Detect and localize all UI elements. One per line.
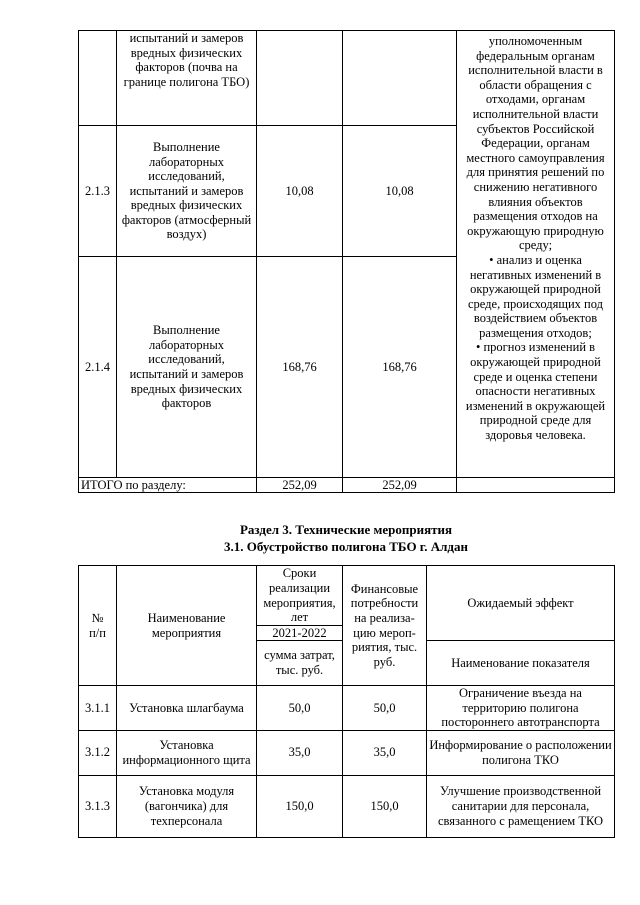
total-effect xyxy=(457,478,615,493)
effect-cell: Улучшение производственной санитарии для персонала, связанного с рамещением ТКО xyxy=(427,775,615,837)
row-number: 2.1.4 xyxy=(79,257,117,478)
header-years: 2021-2022 xyxy=(257,626,343,641)
row-number: 3.1.1 xyxy=(79,686,117,731)
need-cell: 150,0 xyxy=(343,775,427,837)
activity-name: Установка информационного щита xyxy=(117,730,257,775)
row-number: 3.1.2 xyxy=(79,730,117,775)
total-row xyxy=(79,478,615,493)
header-indicator: Наименование показателя xyxy=(427,641,615,686)
header-row xyxy=(79,566,615,626)
header-name: Наименование мероприятия xyxy=(117,566,257,686)
activity-name: Установка модуля (вагончика) для техперсонала xyxy=(117,775,257,837)
row-number xyxy=(79,31,117,126)
need-cell: 168,76 xyxy=(343,257,457,478)
row-number: 2.1.3 xyxy=(79,126,117,257)
effect-cell: Ограничение въезда на территорию полигона постороннего автотранспорта xyxy=(427,686,615,731)
table-row xyxy=(79,31,615,126)
activity-name: Установка шлагбаума xyxy=(117,686,257,731)
header-effect: Ожидаемый эффект xyxy=(427,566,615,641)
expected-effect: уполномоченным федеральным органам исполнительной власти в области обращения с отходами, органам исполнительной власти субъектов Российской Федерации, органам местного самоуправления для принятия решений по снижению негативного влияния объектов размещения отходов на окружающую природную среду; • анализ и оценка негативных изменений в окружающей природной среде, происходящих под воздействием объектов размещения отходов; • прогноз изменений в окружающей природной среде и оценка степени опасности негативных изменений в окружающей природной среде для здоровья человека. xyxy=(457,31,615,478)
cost-cell: 168,76 xyxy=(257,257,343,478)
need-cell: 50,0 xyxy=(343,686,427,731)
section3-table xyxy=(78,565,615,838)
total-label: ИТОГО по разделу: xyxy=(79,478,257,493)
activity-name: Выполнение лабораторных исследований, испытаний и замеров вредных физических факторов (атмосферный воздух) xyxy=(117,126,257,257)
activity-name: Выполнение лабораторных исследований, испытаний и замеров вредных физических факторов xyxy=(117,257,257,478)
row-number: 3.1.3 xyxy=(79,775,117,837)
header-number: № п/п xyxy=(79,566,117,686)
cost-cell xyxy=(257,31,343,126)
table-row xyxy=(79,730,615,775)
table-row xyxy=(79,686,615,731)
header-terms: Сроки реализации мероприятия, лет xyxy=(257,566,343,626)
total-need: 252,09 xyxy=(343,478,457,493)
cost-cell: 150,0 xyxy=(257,775,343,837)
section2-table xyxy=(78,30,615,493)
section-title: Раздел 3. Технические мероприятия xyxy=(239,522,453,537)
cost-cell: 35,0 xyxy=(257,730,343,775)
table-row xyxy=(79,775,615,837)
cost-cell: 50,0 xyxy=(257,686,343,731)
need-cell xyxy=(343,31,457,126)
effect-cell: Информирование о расположении полигона ТКО xyxy=(427,730,615,775)
total-cost: 252,09 xyxy=(257,478,343,493)
need-cell: 10,08 xyxy=(343,126,457,257)
header-sum: сумма затрат, тыс. руб. xyxy=(257,641,343,686)
activity-name: испытаний и замеров вредных физических факторов (почва на границе полигона ТБО) xyxy=(117,31,257,126)
section-subtitle: 3.1. Обустройство полигона ТБО г. Алдан xyxy=(224,539,468,554)
cost-cell: 10,08 xyxy=(257,126,343,257)
header-finance: Финансовые потребности на реализа-цию мероп-риятия, тыс. руб. xyxy=(343,566,427,686)
need-cell: 35,0 xyxy=(343,730,427,775)
